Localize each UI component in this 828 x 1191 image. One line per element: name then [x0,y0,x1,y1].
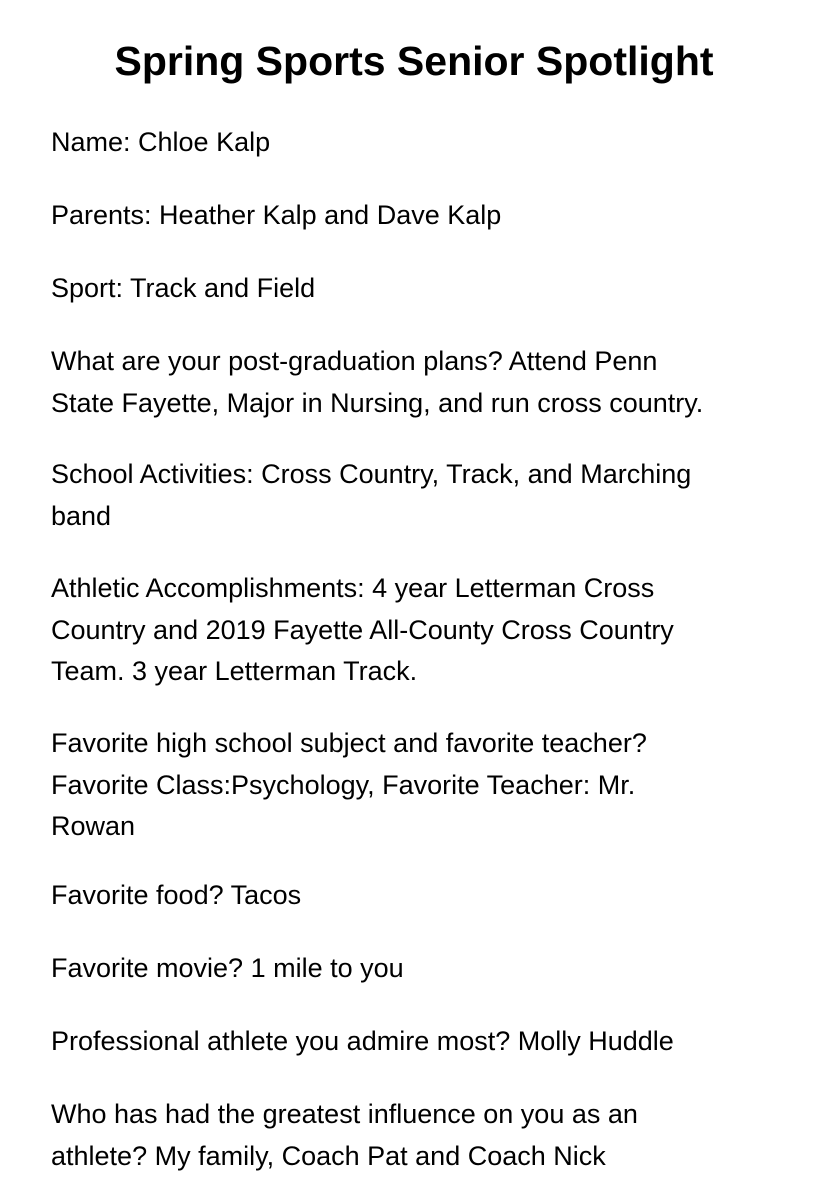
name-paragraph [51,122,791,164]
athletic-accomplishments-paragraph [51,568,791,693]
text-line: Who has had the greatest influence on you as an [51,1099,638,1129]
greatest-influence-paragraph [51,1094,791,1177]
text-line: Favorite movie? 1 mile to you [51,953,404,983]
text-line: State Fayette, Major in Nursing, and run cross country. [51,387,704,418]
text-line: Team. 3 year Letterman Track. [51,656,418,686]
text-line: Name: Chloe Kalp [51,127,271,157]
text-line: Favorite food? Tacos [51,880,302,910]
parents-paragraph [51,195,791,237]
text-line: Sport: Track and Field [51,273,316,303]
text-line: Favorite high school subject and favorite teacher? [51,728,647,758]
post-graduation-plans-paragraph [51,341,791,424]
text-line: Favorite Class:Psychology, Favorite Teacher: Mr. [51,769,636,800]
favorite-movie-paragraph [51,948,791,990]
page-title: Spring Sports Senior Spotlight [114,38,714,84]
favorite-food-paragraph [51,875,791,917]
school-activities-paragraph [51,454,791,537]
text-line: Professional athlete you admire most? Molly Huddle [51,1026,674,1056]
text-line: Parents: Heather Kalp and Dave Kalp [51,200,502,230]
text-line: athlete? My family, Coach Pat and Coach Nick [51,1140,606,1171]
text-line: Athletic Accomplishments: 4 year Letterman Cross [51,573,655,603]
text-line: What are your post-graduation plans? Attend Penn [51,346,658,376]
sport-paragraph [51,268,791,310]
text-line: Rowan [51,811,136,841]
text-line: band [51,500,112,531]
favorite-subject-paragraph [51,723,791,848]
admired-athlete-paragraph [51,1021,791,1063]
text-line: Country and 2019 Fayette All-County Cross Country [51,614,674,645]
text-line: School Activities: Cross Country, Track, and Marching [51,459,692,489]
